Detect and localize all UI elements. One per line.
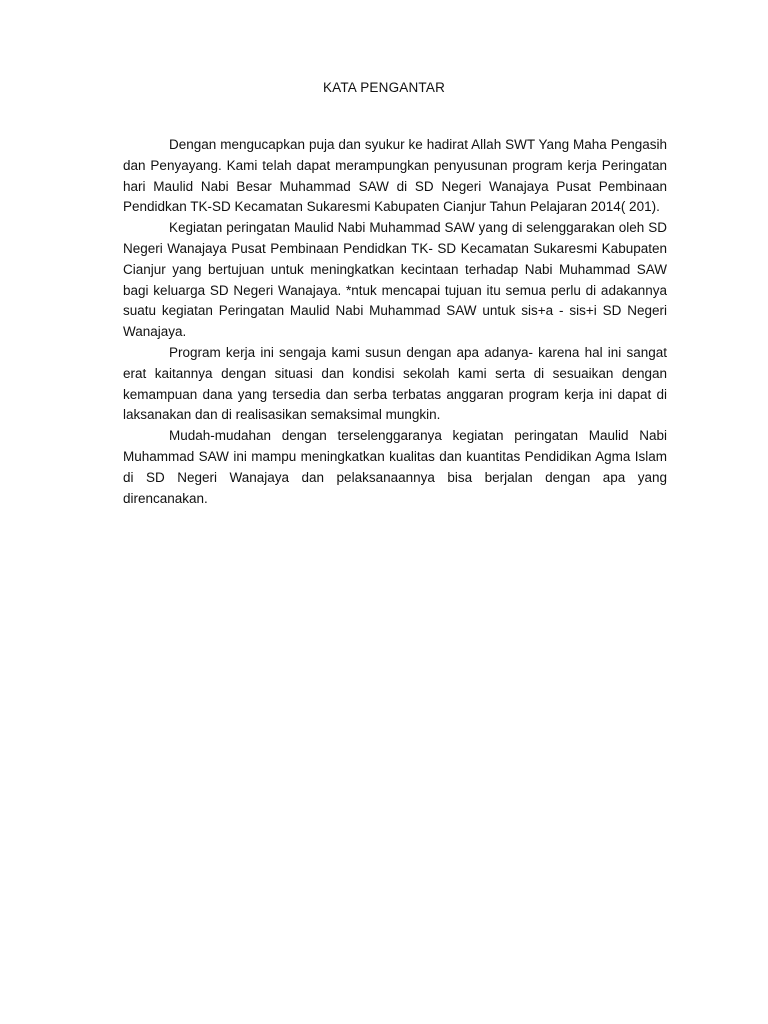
document-body [123, 135, 667, 509]
paragraph-4: Mudah-mudahan dengan terselenggaranya kegiatan peringatan Maulid Nabi Muhammad SAW ini mampu meningkatkan kualitas dan kuantitas Pendidikan Agma Islam di SD Negeri Wanajaya dan pelaksanaannya bisa berjalan dengan apa yang direncanakan. [123, 428, 667, 506]
page-title: KATA PENGANTAR [322, 80, 446, 95]
paragraph-2: Kegiatan peringatan Maulid Nabi Muhammad SAW yang di selenggarakan oleh SD Negeri Wanajaya Pusat Pembinaan Pendidkan TK- SD Kecamatan Sukaresmi Kabupaten Cianjur yang bertujuan untuk meningkatkan kecintaan terhadap Nabi Muhammad SAW bagi keluarga SD Negeri Wanajaya. *ntuk mencapai tujuan itu semua perlu di adakannya suatu kegiatan Peringatan Maulid Nabi Muhammad SAW untuk sis+a - sis+i SD Negeri Wanajaya. [123, 220, 667, 340]
paragraph-1: Dengan mengucapkan puja dan syukur ke hadirat Allah SWT Yang Maha Pengasih dan Penyayang. Kami telah dapat merampungkan penyusunan program kerja Peringatan hari Maulid Nabi Besar Muhammad SAW di SD Negeri Wanajaya Pusat Pembinaan Pendidkan TK-SD Kecamatan Sukaresmi Kabupaten Cianjur Tahun Pelajaran 2014( 201). [123, 137, 667, 215]
paragraph-3: Program kerja ini sengaja kami susun dengan apa adanya- karena hal ini sangat erat kaitannya dengan situasi dan kondisi sekolah kami serta di sesuaikan dengan kemampuan dana yang tersedia dan serba terbatas anggaran program kerja ini dapat di laksanakan dan di realisasikan semaksimal mungkin. [123, 344, 667, 423]
